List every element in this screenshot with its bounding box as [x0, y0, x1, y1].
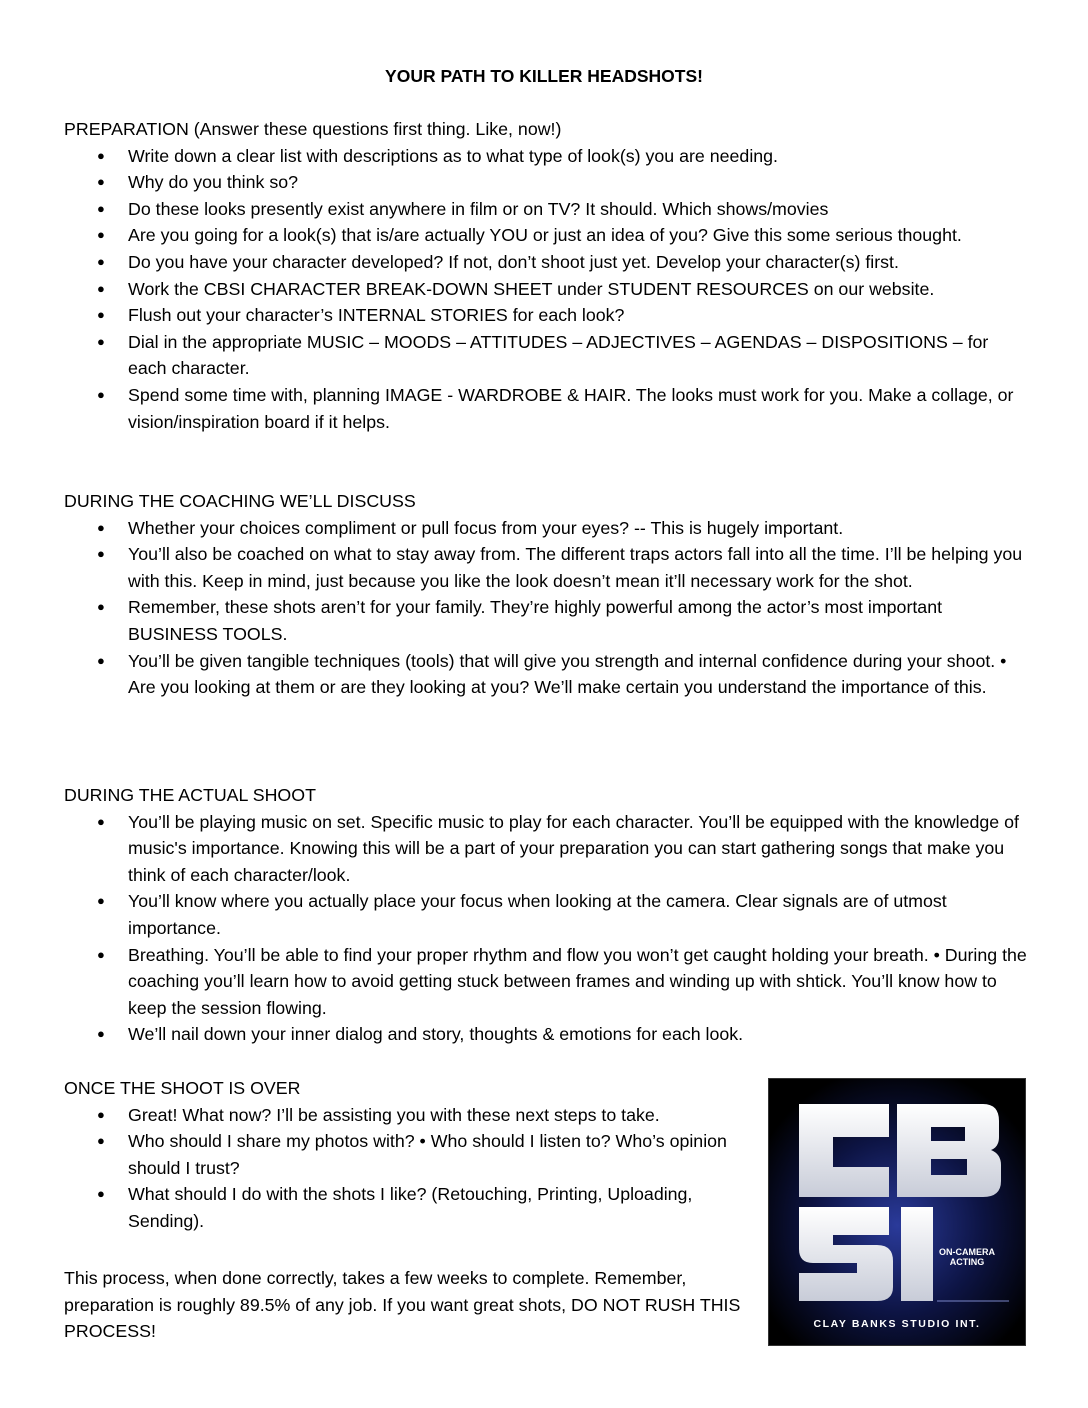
logo-footer: CLAY BANKS STUDIO INT. — [813, 1318, 981, 1330]
list-item: ● Write down a clear list with descriptions as to what type of look(s) you are needing. — [64, 143, 1030, 170]
list-item: ● Do you have your character developed? If not, don’t shoot just yet. Develop your character(s) first. — [64, 249, 1030, 276]
list-item: ● Do these looks presently exist anywhere in film or on TV? It should. Which shows/movies — [64, 196, 1030, 223]
section-actual-shoot — [64, 782, 1030, 1048]
list-item: ● We’ll nail down your inner dialog and story, thoughts & emotions for each look. — [64, 1021, 1030, 1048]
logo-tagline-line-2: ACTING — [949, 1257, 985, 1267]
section-after-shoot — [64, 1075, 764, 1235]
bullet-list — [64, 1102, 764, 1235]
list-item: ● Who should I share my photos with? • Who should I listen to? Who’s opinion should I trust? — [64, 1128, 764, 1181]
list-item: ● Flush out your character’s INTERNAL STORIES for each look? — [64, 302, 1030, 329]
section-heading: DURING THE ACTUAL SHOOT — [64, 785, 316, 805]
bullet-list — [64, 515, 1030, 701]
list-item: ● Dial in the appropriate MUSIC – MOODS – ATTITUDES – ADJECTIVES – AGENDAS – DISPOSITIONS – for each character. — [64, 329, 1030, 382]
list-item: ● What should I do with the shots I like? (Retouching, Printing, Uploading, Sending). — [64, 1181, 764, 1234]
list-item: ● Work the CBSI CHARACTER BREAK-DOWN SHEET under STUDENT RESOURCES on our website. — [64, 276, 1030, 303]
section-heading: PREPARATION (Answer these questions first thing. Like, now!) — [64, 119, 562, 139]
section-coaching — [64, 488, 1030, 701]
bullet-list — [64, 143, 1030, 436]
cbsi-logo — [768, 1078, 1026, 1346]
list-item: ● You’ll be playing music on set. Specific music to play for each character. You’ll be equipped with the knowledge of music's importance. Knowing this will be a part of your preparation you can start gathering songs that make you think of each character/look. — [64, 809, 1030, 889]
bullet-list — [64, 809, 1030, 1048]
list-item: ● You’ll be given tangible techniques (tools) that will give you strength and internal confidence during your shoot. • Are you looking at them or are they looking at you? We’ll make certain you understand the importance of this. — [64, 648, 1030, 701]
list-item: ● Spend some time with, planning IMAGE - WARDROBE & HAIR. The looks must work for you. Make a collage, or vision/inspiration board if it helps. — [64, 382, 1030, 435]
list-item: ● Remember, these shots aren’t for your family. They’re highly powerful among the actor’s most important BUSINESS TOOLS. — [64, 594, 1030, 647]
list-item: ● Why do you think so? — [64, 169, 1030, 196]
section-heading: ONCE THE SHOOT IS OVER — [64, 1078, 301, 1098]
list-item: ● Are you going for a look(s) that is/are actually YOU or just an idea of you? Give this some serious thought. — [64, 222, 1030, 249]
list-item: ● Breathing. You’ll be able to find your proper rhythm and flow you won’t get caught holding your breath. • During the coaching you’ll learn how to avoid getting stuck between frames and winding up with shtick. You’ll know how to keep the session flowing. — [64, 942, 1030, 1022]
section-preparation — [64, 116, 1030, 435]
list-item: ● Great! What now? I’ll be assisting you with these next steps to take. — [64, 1102, 764, 1129]
section-heading: DURING THE COACHING WE’LL DISCUSS — [64, 491, 416, 511]
list-item: ● You’ll know where you actually place your focus when looking at the camera. Clear signals are of utmost importance. — [64, 888, 1030, 941]
cbsi-logo-graphic — [769, 1079, 1025, 1345]
logo-tagline-line-1: ON-CAMERA — [939, 1247, 995, 1257]
closing-paragraph: This process, when done correctly, takes a few weeks to complete. Remember, preparation is roughly 89.5% of any job. If you want great shots, DO NOT RUSH THIS PROCESS! — [64, 1268, 741, 1342]
document-title: YOUR PATH TO KILLER HEADSHOTS! — [385, 66, 703, 86]
list-item: ● Whether your choices compliment or pull focus from your eyes? -- This is hugely important. — [64, 515, 1030, 542]
list-item: ● You’ll also be coached on what to stay away from. The different traps actors fall into all the time. I’ll be helping you with this. Keep in mind, just because you like the look doesn’t mean it’ll necessary work for the shot. — [64, 541, 1030, 594]
